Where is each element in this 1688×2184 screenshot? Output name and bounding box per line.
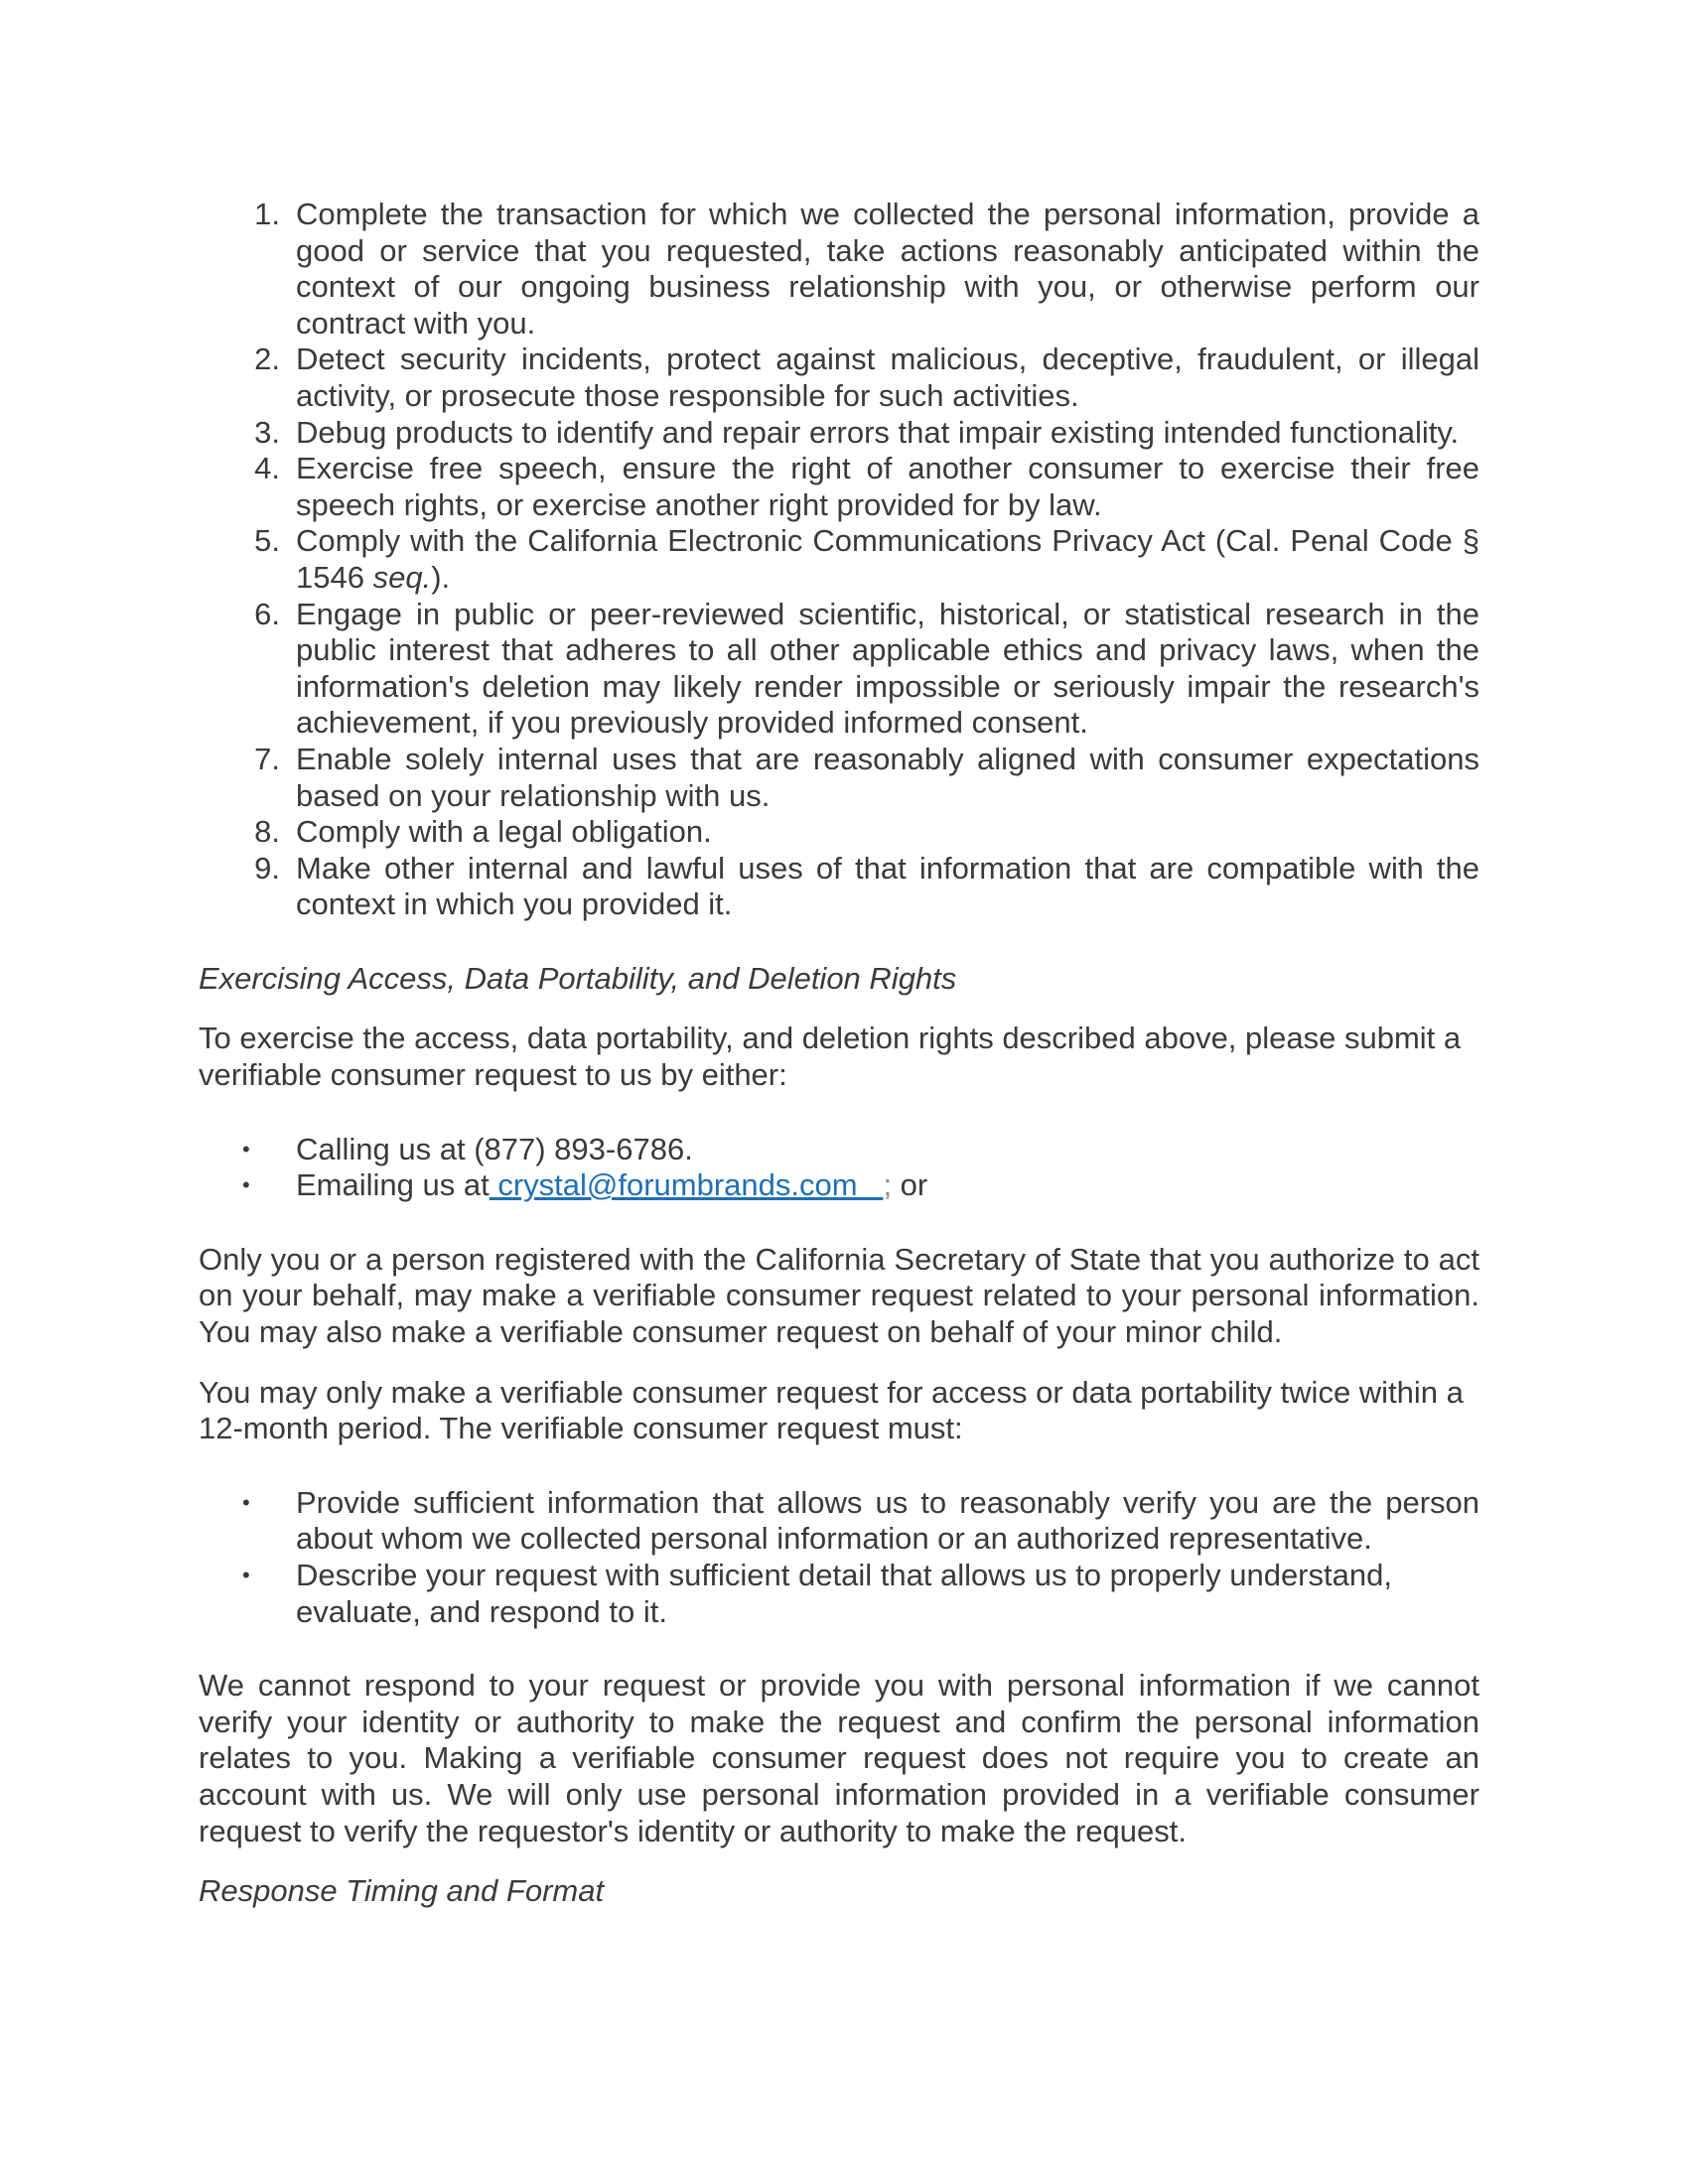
list-item [199,1132,1479,1168]
list-item [199,1558,1479,1630]
list-item [199,341,1479,414]
document-page [199,197,1479,1910]
section-heading-access: Exercising Access, Data Portability, and Deletion Rights [199,960,957,996]
exemptions-list [199,197,1479,923]
list-number: 9. [254,850,280,886]
list-item [199,523,1479,596]
list-item [199,415,1479,452]
list-item-text: Comply with a legal obligation. [296,814,712,850]
list-item [199,742,1479,814]
email-suffix: or [892,1167,928,1203]
bullet: • [242,1563,250,1587]
email-separator: ; [883,1167,893,1203]
requirement-text: Describe your request with sufficient detail that allows us to properly understand, evaluate, and respond to it. [296,1558,1392,1629]
list-number: 3. [254,414,280,450]
list-number: 2. [254,341,280,377]
bullet: • [242,1489,250,1515]
list-item-italic: seq. [372,559,432,595]
email-link[interactable]: crystal@forumbrands.com [497,1167,858,1203]
list-number: 1. [254,197,280,231]
bullet: • [242,1172,250,1198]
list-item [199,451,1479,523]
list-number: 6. [254,596,280,631]
list-item-text-end: ). [431,559,451,595]
list-item-text: Make other internal and lawful uses of that information that are compatible with the context in which you provided it. [296,850,1479,922]
list-item [199,597,1479,742]
list-number: 4. [254,451,280,486]
section-heading-response: Response Timing and Format [199,1873,605,1909]
list-item [199,814,1479,851]
list-item-text: Engage in public or peer-reviewed scientific, historical, or statistical research in the public interest that adheres to all other applicable ethics and privacy laws, when the information's deletion may likely render impossible or seriously impair the research's achievement, if you previously provided informed consent. [296,596,1479,741]
list-item [199,851,1479,923]
list-item-text: Debug products to identify and repair errors that impair existing intended functionality. [296,414,1460,450]
bullet: • [242,1136,250,1161]
request-requirements-list [199,1485,1479,1630]
list-item [199,197,1479,341]
list-number: 8. [254,814,280,850]
list-number: 7. [254,741,280,776]
list-item-text: Exercise free speech, ensure the right of another consumer to exercise their free speech rights, or exercise another right provided for by law. [296,451,1479,522]
list-item-text: Enable solely internal uses that are reasonably aligned with consumer expectations based on your relationship with us. [296,741,1479,813]
list-item-text: Comply with the California Electronic Communications Privacy Act (Cal. Penal Code § 1546 [296,523,1479,595]
list-item-text: Detect security incidents, protect against malicious, deceptive, fraudulent, or illegal activity, or prosecute those responsible for such activities. [296,341,1479,413]
request-methods-list [199,1132,1479,1204]
email-prefix: Emailing us at [296,1167,490,1203]
requirement-text: Provide sufficient information that allows us to reasonably verify you are the person about whom we collected personal information or an authorized representative. [296,1484,1479,1557]
access-intro-paragraph: To exercise the access, data portability, and deletion rights described above, please submit a verifiable consumer request to us by either: [199,1021,1462,1093]
authorized-agent-paragraph: Only you or a person registered with the California Secretary of State that you authorize to act on your behalf, may make a verifiable consumer request related to your personal information. You may also make a verifiable consumer request on behalf of your minor child. [199,1241,1479,1350]
list-item-text: Complete the transaction for which we collected the personal information, provide a good or service that you requested, take actions reasonably anticipated within the context of our ongoing business relationship with you, or otherwise perform our contract with you. [296,197,1479,341]
list-item [199,1485,1479,1558]
calling-text: Calling us at (877) 893-6786. [296,1131,693,1166]
list-number: 5. [254,523,280,559]
verification-paragraph: We cannot respond to your request or provide you with personal information if we cannot verify your identity or authority to make the request and confirm the personal information relates to you. Making a verifiable consumer request does not require you to create an account with us. We will only use personal information provided in a verifiable consumer request to verify the requestor's identity or authority to make the request. [199,1668,1479,1848]
list-item [199,1167,1479,1204]
request-frequency-paragraph: You may only make a verifiable consumer request for access or data portability twice within a 12-month period. The verifiable consumer request must: [199,1374,1464,1446]
